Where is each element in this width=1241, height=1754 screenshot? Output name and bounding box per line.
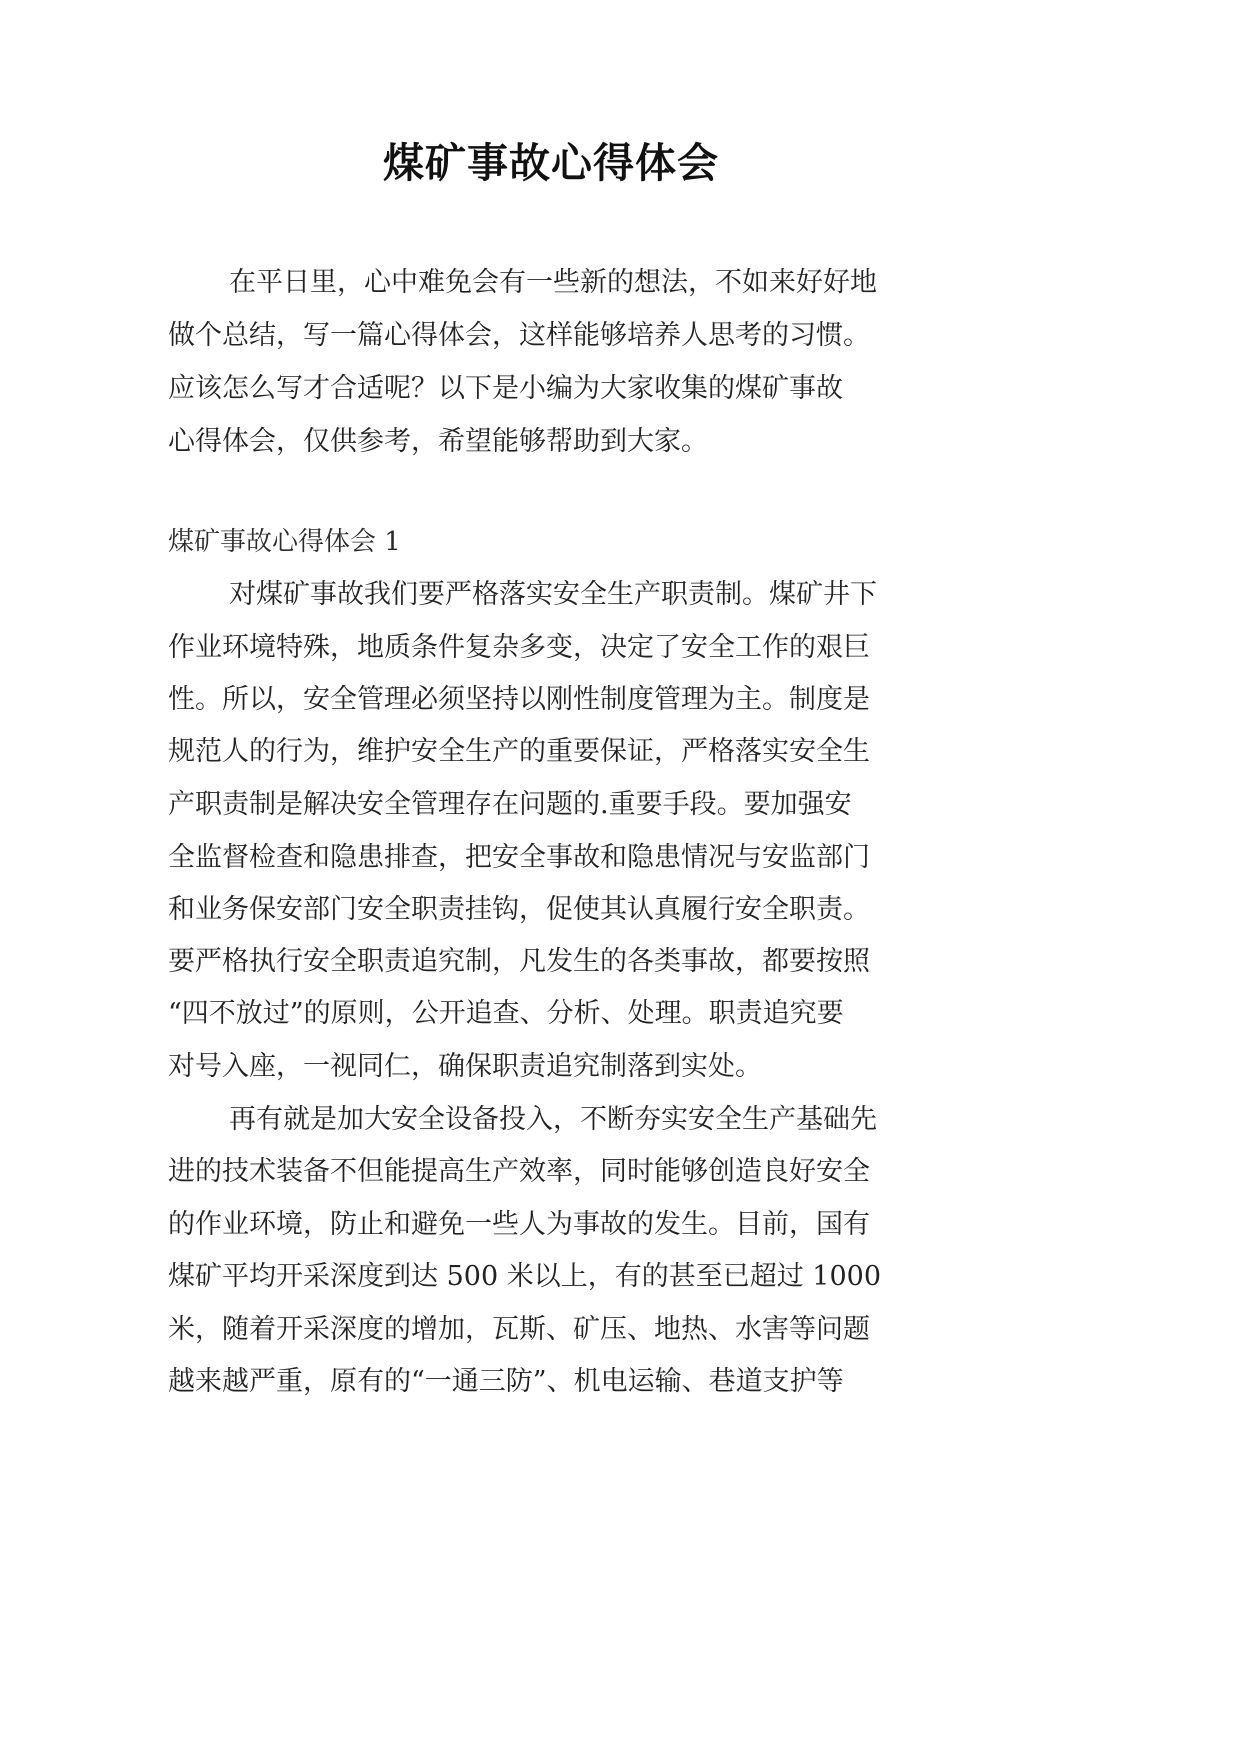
intro-line: 心得体会，仅供参考，希望能够帮助到大家。 — [168, 426, 708, 457]
paragraph1-line: 产职责制是解决安全管理存在问题的.重要手段。要加强安 — [168, 789, 852, 820]
paragraph2-line: 再有就是加大安全设备投入，不断夯实安全生产基础先 — [229, 1104, 877, 1135]
paragraph1-line: “四不放过”的原则，公开追查、分析、处理。职责追究要 — [168, 998, 844, 1029]
paragraph1-line: 全监督检查和隐患排查，把安全事故和隐患情况与安监部门 — [168, 842, 870, 873]
paragraph2-line: 米，随着开采深度的增加，瓦斯、矿压、地热、水害等问题 — [168, 1314, 870, 1345]
intro-line: 做个总结，写一篇心得体会，这样能够培养人思考的习惯。 — [168, 320, 870, 351]
intro-line: 在平日里，心中难免会有一些新的想法，不如来好好地 — [229, 267, 877, 298]
paragraph1-line: 和业务保安部门安全职责挂钩，促使其认真履行安全职责。 — [168, 894, 870, 925]
paragraph2-line: 的作业环境，防止和避免一些人为事故的发生。目前，国有 — [168, 1209, 870, 1240]
section-heading: 煤矿事故心得体会 1 — [168, 527, 401, 557]
paragraph1-line: 规范人的行为，维护安全生产的重要保证，严格落实安全生 — [168, 736, 870, 767]
paragraph1-line: 性。所以，安全管理必须坚持以刚性制度管理为主。制度是 — [168, 684, 870, 715]
paragraph1-line: 要严格执行安全职责追究制，凡发生的各类事故，都要按照 — [168, 946, 870, 977]
paragraph2-line: 煤矿平均开采深度到达 500 米以上，有的甚至已超过 1000 — [168, 1261, 881, 1292]
paragraph2-line: 越来越严重，原有的“一通三防”、机电运输、巷道支护等 — [168, 1366, 844, 1397]
paragraph1-line: 对煤矿事故我们要严格落实安全生产职责制。煤矿井下 — [229, 579, 877, 610]
paragraph1-line: 对号入座，一视同仁，确保职责追究制落到实处。 — [168, 1051, 762, 1082]
paragraph1-line: 作业环境特殊，地质条件复杂多变，决定了安全工作的艰巨 — [168, 632, 870, 663]
paragraph2-line: 进的技术装备不但能提高生产效率，同时能够创造良好安全 — [168, 1156, 870, 1187]
intro-line: 应该怎么写才合适呢？以下是小编为大家收集的煤矿事故 — [168, 373, 843, 404]
document-title: 煤矿事故心得体会 — [383, 139, 719, 187]
